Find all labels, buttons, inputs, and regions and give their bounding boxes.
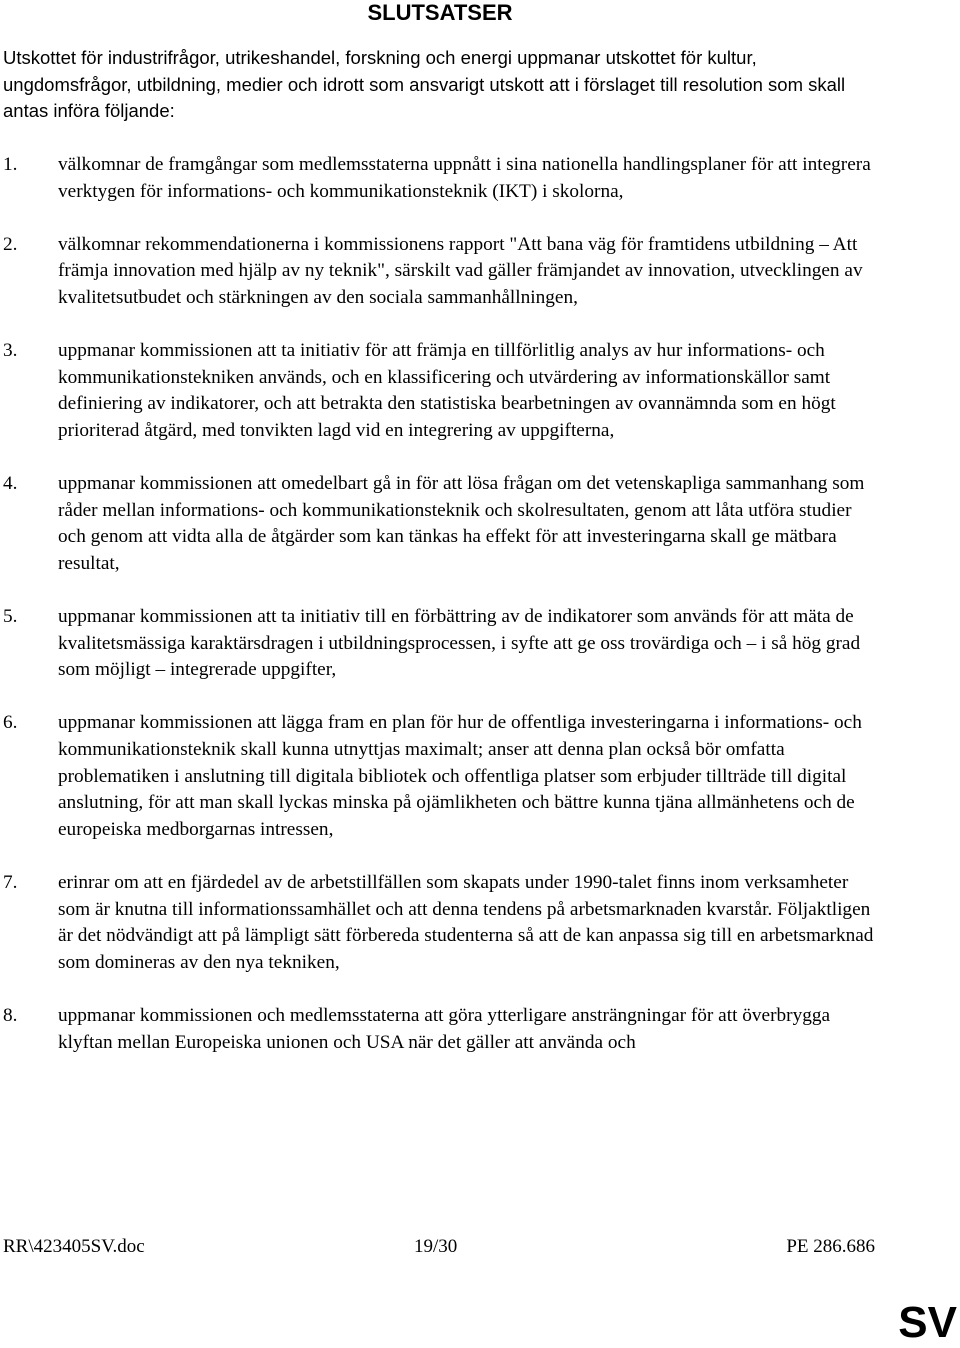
item-number: 4.	[3, 473, 18, 495]
item-number: 1.	[3, 154, 18, 175]
item-number: 7.	[3, 872, 18, 894]
list-item	[3, 232, 883, 312]
list-item	[3, 152, 883, 205]
item-text: välkomnar rekommendationerna i kommissionens rapport "Att bana väg för framtidens utbildning – Att främja innovation med hjälp av ny teknik", särskilt vad gäller främjandet av innovation, utvecklingen av kvalitetsutbudet och stärkningen av den sociala sammanhållningen,	[58, 233, 863, 308]
item-text: uppmanar kommissionen att ta initiativ till en förbättring av de indikatorer som används för att mäta de kvalitetsmässiga karaktärsdragen i utbildningsprocessen, i syfte att ge oss trovärdiga och – i så hög grad som möjligt – integrerade uppgifter,	[58, 606, 861, 681]
item-text: uppmanar kommissionen att ta initiativ för att främja en tillförlitlig analys av hur informations- och kommunikationstekniken används, och en klassificering och utvärdering av informationskällor samt definiering av indikatorer, och att betrakta den statistiska bearbetningen av ovannämnda som en högt prioriterad åtgärd, med tonvikten lagd vid en integrering av uppgifterna,	[58, 340, 836, 441]
list-item	[3, 1003, 883, 1056]
footer-doc-reference: RR\423405SV.doc	[3, 1236, 145, 1257]
list-item	[3, 710, 883, 843]
item-number: 2.	[3, 233, 18, 255]
page-footer	[3, 1234, 875, 1260]
list-item	[3, 338, 883, 444]
item-text: uppmanar kommissionen att lägga fram en plan för hur de offentliga investeringarna i informations- och kommunikationsteknik skall kunna utnyttjas maximalt; anser att denna plan också bör omfatta problematiken i anslutning till digitala bibliotek och offentliga platser som erbjuder tillträde till digital anslutning, för att man skall lyckas minska på ojämlikheten och bättre kunna tjäna allmänhetens och de europeiska medborgarnas intressen,	[58, 712, 862, 840]
language-code: SV	[898, 1298, 957, 1347]
item-number: 8.	[3, 1005, 18, 1026]
intro-paragraph: Utskottet för industrifrågor, utrikeshandel, forskning och energi uppmanar utskottet för kultur, ungdomsfrågor, utbildning, medier och idrott som ansvarigt utskott att i förslaget till resolution som skall antas införa följande:	[3, 47, 846, 121]
list-item	[3, 870, 883, 976]
list-item	[3, 604, 883, 684]
item-number: 3.	[3, 340, 18, 362]
item-text: uppmanar kommissionen att omedelbart gå in för att lösa frågan om det vetenskapliga sammanhang som råder mellan informations- och kommunikationsteknik och skolresultaten, genom att låta utföra studier och genom att vidta alla de åtgärder som kan tänkas ha effekt för att investeringarna skall ge mätbara resultat,	[58, 473, 865, 574]
page-heading: SLUTSATSER	[367, 0, 513, 25]
item-text: uppmanar kommissionen och medlemsstaterna att göra ytterligare ansträngningar för att överbrygga klyftan mellan Europeiska unionen och USA när det gäller att använda och	[58, 1005, 831, 1053]
item-text: välkomnar de framgångar som medlemsstaterna uppnått i sina nationella handlingsplaner för att integrera verktygen för informations- och kommunikationsteknik (IKT) i skolorna,	[58, 154, 871, 202]
footer-page-number: 19/30	[414, 1236, 458, 1257]
item-number: 5.	[3, 606, 18, 628]
conclusions-list	[3, 152, 883, 1083]
list-item	[3, 471, 883, 577]
footer-pe-reference: PE 286.686	[786, 1236, 875, 1257]
item-text: erinrar om att en fjärdedel av de arbetstillfällen som skapats under 1990-talet finns inom verksamheter som är knutna till informationssamhället och att denna tendens på arbetsmarknaden kvarstår. Följaktligen är det nödvändigt att på lämpligt sätt förbereda studenterna så att de kan anpassa sig till en arbetsmarknad som domineras av den nya tekniken,	[58, 872, 874, 973]
item-number: 6.	[3, 712, 18, 734]
